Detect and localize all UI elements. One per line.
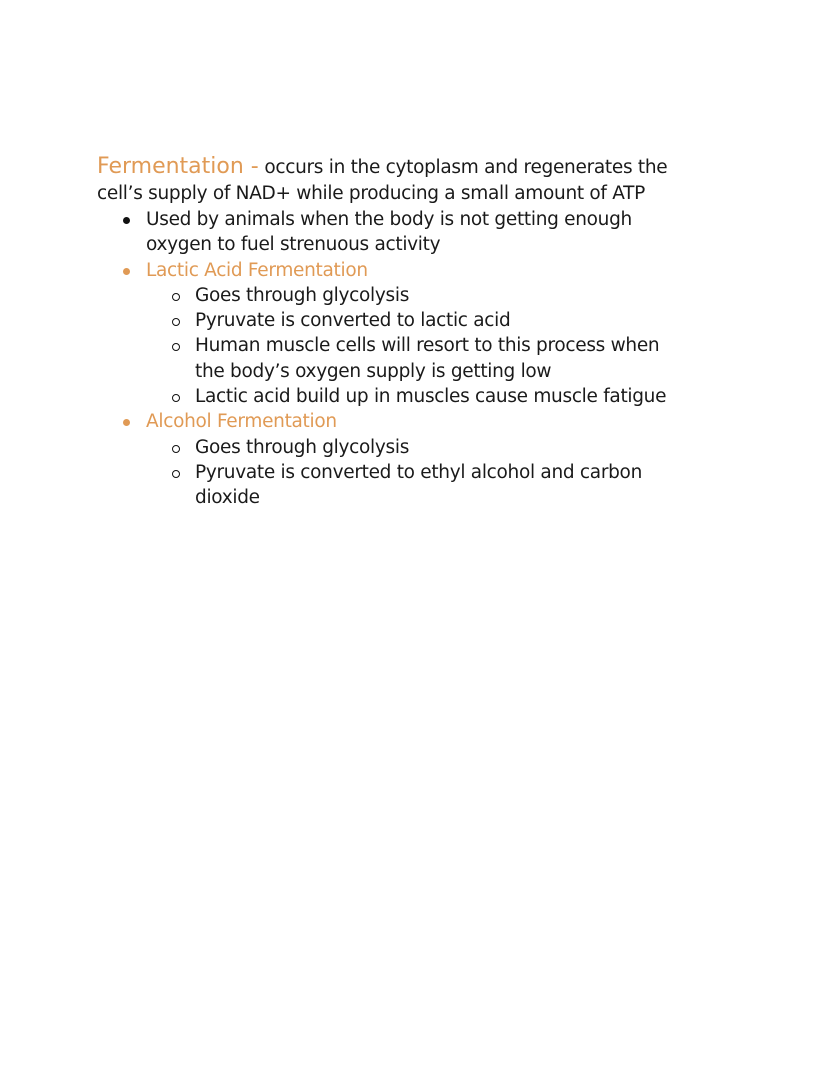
sub-bullet-text: the body’s oxygen supply is getting low xyxy=(195,360,552,382)
intro-paragraph xyxy=(97,154,747,207)
bullet-circle-icon xyxy=(172,343,180,351)
sub-bullet-item xyxy=(97,460,747,485)
sub-bullet-item xyxy=(97,435,747,460)
document-body xyxy=(97,154,747,511)
bullet-item-continued xyxy=(97,232,747,257)
bullet-circle-icon xyxy=(172,470,180,478)
intro-text-line2: cell’s supply of NAD+ while producing a small amount of ATP xyxy=(97,183,645,204)
intro-text: occurs in the cytoplasm and regenerates the xyxy=(258,157,668,178)
sub-bullet-text: Pyruvate is converted to lactic acid xyxy=(195,310,511,332)
sub-bullet-text: Pyruvate is converted to ethyl alcohol and carbon xyxy=(195,461,643,483)
sub-bullet-text: Goes through glycolysis xyxy=(195,284,410,306)
bullet-dot-icon xyxy=(123,217,130,224)
subheading-lactic: Lactic Acid Fermentation xyxy=(146,259,368,281)
bullet-text: oxygen to fuel strenuous activity xyxy=(146,234,441,256)
sub-bullet-text: dioxide xyxy=(195,487,260,509)
sub-bullet-item xyxy=(97,333,747,358)
sub-bullet-text: Goes through glycolysis xyxy=(195,436,410,458)
bullet-item-lactic xyxy=(97,258,747,283)
sub-bullet-item-continued xyxy=(97,359,747,384)
sub-bullet-item xyxy=(97,308,747,333)
sub-bullet-item xyxy=(97,384,747,409)
bullet-circle-icon xyxy=(172,445,180,453)
bullet-circle-icon xyxy=(172,293,180,301)
subheading-alcohol: Alcohol Fermentation xyxy=(146,411,337,433)
bullet-item xyxy=(97,207,747,232)
sub-bullet-text: Human muscle cells will resort to this process when xyxy=(195,335,660,357)
sub-bullet-item xyxy=(97,283,747,308)
bullet-circle-icon xyxy=(172,318,180,326)
bullet-circle-icon xyxy=(172,394,180,402)
bullet-dot-icon xyxy=(123,419,130,426)
bullet-dot-icon xyxy=(123,268,130,275)
bullet-text: Used by animals when the body is not getting enough xyxy=(146,209,632,230)
bullet-item-alcohol xyxy=(97,409,747,434)
sub-bullet-text: Lactic acid build up in muscles cause muscle fatigue xyxy=(195,386,667,408)
sub-bullet-item-continued xyxy=(97,485,747,510)
section-title: Fermentation - xyxy=(97,154,259,179)
